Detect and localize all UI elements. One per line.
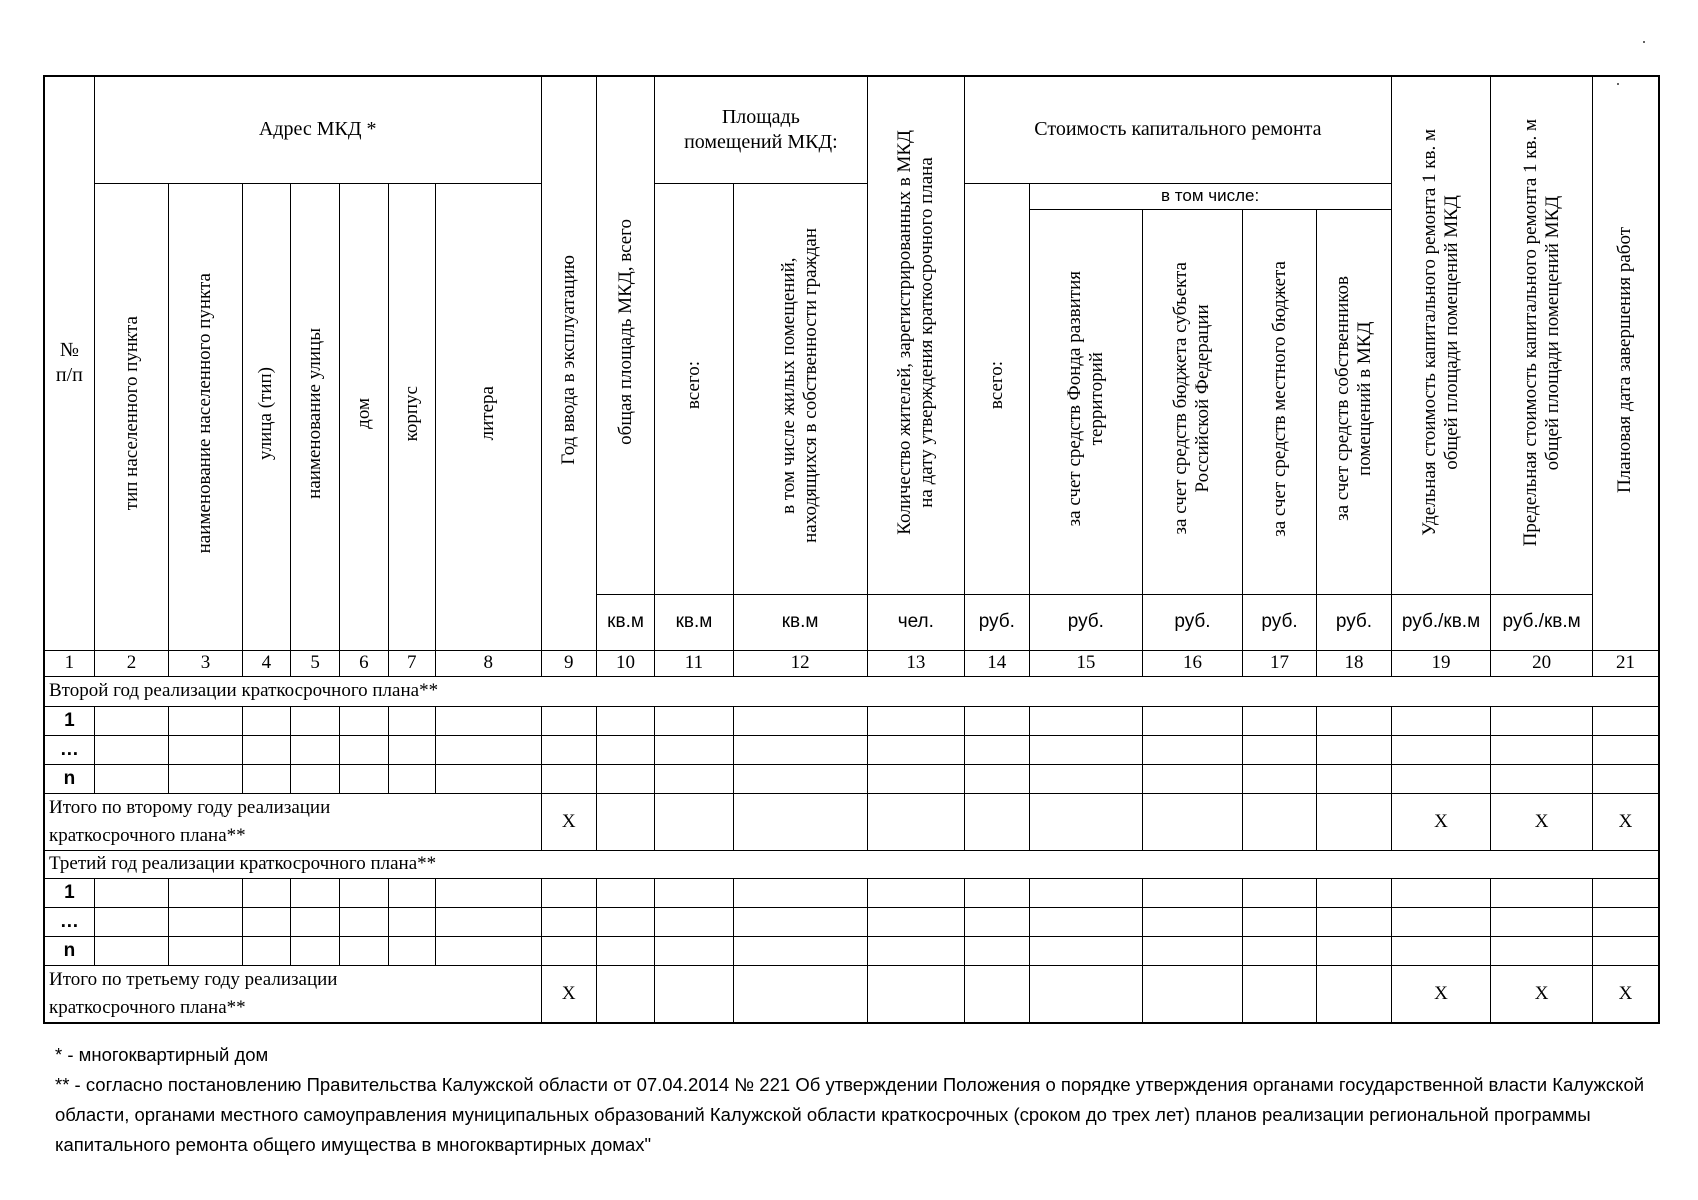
data-cell[interactable] bbox=[1143, 793, 1243, 850]
data-cell[interactable] bbox=[1143, 735, 1243, 764]
incl-group-header: в том числе: bbox=[1029, 183, 1391, 209]
data-cell[interactable] bbox=[169, 878, 242, 907]
col-number: 15 bbox=[1029, 650, 1143, 676]
data-cell[interactable] bbox=[655, 706, 733, 735]
data-cell[interactable] bbox=[242, 735, 290, 764]
address-col-header bbox=[388, 183, 435, 650]
data-cell[interactable] bbox=[1491, 735, 1593, 764]
data-cell[interactable] bbox=[1029, 764, 1143, 793]
address-group-header bbox=[94, 76, 541, 183]
row-number: … bbox=[44, 907, 94, 936]
data-cell[interactable] bbox=[596, 764, 654, 793]
total-label: Итого по второму году реализации краткосрочного плана** bbox=[44, 793, 541, 850]
data-cell[interactable] bbox=[1029, 706, 1143, 735]
col-number: 14 bbox=[965, 650, 1029, 676]
data-cell[interactable] bbox=[541, 706, 596, 735]
data-cell[interactable] bbox=[1317, 965, 1391, 1023]
data-cell[interactable] bbox=[655, 878, 733, 907]
data-cell[interactable] bbox=[388, 764, 435, 793]
premises-all-header bbox=[655, 183, 733, 594]
data-cell[interactable] bbox=[867, 735, 965, 764]
data-cell[interactable] bbox=[169, 936, 242, 965]
data-cell[interactable] bbox=[1391, 936, 1491, 965]
data-cell[interactable] bbox=[1143, 706, 1243, 735]
data-cell[interactable] bbox=[1317, 706, 1391, 735]
year-label: Год ввода в эксплуатацию bbox=[557, 255, 579, 466]
unit-cell: руб. bbox=[1029, 594, 1143, 650]
data-cell[interactable] bbox=[965, 706, 1029, 735]
data-cell[interactable] bbox=[1592, 764, 1659, 793]
unit-cell: кв.м bbox=[596, 594, 654, 650]
data-cell[interactable] bbox=[733, 735, 867, 764]
section-title: Третий год реализации краткосрочного плана** bbox=[44, 850, 1659, 878]
data-cell[interactable] bbox=[1242, 706, 1316, 735]
footnote-star: * - многоквартирный дом bbox=[55, 1044, 269, 1065]
data-cell[interactable] bbox=[94, 878, 168, 907]
col-number: 11 bbox=[655, 650, 733, 676]
col-number: 10 bbox=[596, 650, 654, 676]
address-group-label: Адрес МКД * bbox=[258, 118, 377, 141]
unit-cell: руб. bbox=[1143, 594, 1243, 650]
data-cell[interactable] bbox=[94, 936, 168, 965]
data-cell[interactable] bbox=[1143, 878, 1243, 907]
data-cell[interactable] bbox=[965, 793, 1029, 850]
data-cell[interactable] bbox=[1242, 936, 1316, 965]
premises-citizens-label: в том числе жилых помещений, находящихся в собственности граждан bbox=[778, 228, 822, 543]
col-number: 7 bbox=[388, 650, 435, 676]
data-cell[interactable] bbox=[1029, 965, 1143, 1023]
table-row bbox=[44, 907, 1659, 936]
address-col-header bbox=[435, 183, 541, 650]
data-cell[interactable] bbox=[290, 764, 339, 793]
col-number: 18 bbox=[1317, 650, 1391, 676]
address-col-label: тип населенного пункта bbox=[120, 316, 142, 511]
incl-col-label: за счет средств Фонда развития территорий bbox=[1063, 270, 1107, 527]
premises-citizens-header bbox=[733, 183, 867, 594]
col-number: 19 bbox=[1391, 650, 1491, 676]
data-cell[interactable] bbox=[435, 907, 541, 936]
data-cell[interactable] bbox=[1391, 706, 1491, 735]
data-cell[interactable] bbox=[1242, 965, 1316, 1023]
data-cell[interactable] bbox=[388, 936, 435, 965]
residents-label: Количество жителей, зарегистрированных в МКД на дату утверждения краткосрочного плана bbox=[893, 129, 937, 535]
data-cell[interactable] bbox=[290, 735, 339, 764]
data-cell[interactable] bbox=[541, 936, 596, 965]
data-cell[interactable] bbox=[596, 936, 654, 965]
address-col-label: корпус bbox=[400, 385, 422, 442]
data-cell[interactable] bbox=[340, 706, 388, 735]
data-cell[interactable] bbox=[596, 793, 654, 850]
col-number: 3 bbox=[169, 650, 242, 676]
data-cell[interactable] bbox=[94, 764, 168, 793]
data-cell[interactable] bbox=[733, 878, 867, 907]
data-cell[interactable] bbox=[541, 764, 596, 793]
data-cell[interactable] bbox=[596, 907, 654, 936]
incl-col-header bbox=[1317, 209, 1391, 594]
data-cell[interactable] bbox=[1491, 936, 1593, 965]
data-cell[interactable] bbox=[1143, 936, 1243, 965]
row-number: n bbox=[44, 764, 94, 793]
data-cell[interactable] bbox=[340, 764, 388, 793]
col-number: 9 bbox=[541, 650, 596, 676]
data-cell[interactable] bbox=[94, 907, 168, 936]
unit-cost-header bbox=[1391, 76, 1491, 594]
data-cell[interactable] bbox=[596, 735, 654, 764]
address-col-header bbox=[169, 183, 242, 650]
address-col-header bbox=[290, 183, 339, 650]
data-cell[interactable] bbox=[1317, 793, 1391, 850]
data-cell[interactable] bbox=[1391, 764, 1491, 793]
data-cell[interactable] bbox=[1029, 735, 1143, 764]
data-cell[interactable] bbox=[435, 878, 541, 907]
data-cell[interactable] bbox=[596, 878, 654, 907]
row-number: 1 bbox=[44, 706, 94, 735]
address-col-label: наименование улицы bbox=[304, 328, 326, 499]
unit-cell: руб./кв.м bbox=[1491, 594, 1593, 650]
data-cell[interactable] bbox=[655, 735, 733, 764]
x-mark: Х bbox=[1592, 965, 1659, 1023]
data-cell[interactable] bbox=[1592, 878, 1659, 907]
data-cell[interactable] bbox=[655, 907, 733, 936]
table-row bbox=[44, 878, 1659, 907]
col-no-header bbox=[44, 76, 94, 650]
section-row bbox=[44, 676, 1659, 706]
data-cell[interactable] bbox=[242, 936, 290, 965]
x-mark: Х bbox=[1491, 793, 1593, 850]
premises-group-header bbox=[655, 76, 867, 183]
data-cell[interactable] bbox=[1592, 706, 1659, 735]
address-col-label: наименование населенного пункта bbox=[194, 273, 216, 554]
data-cell[interactable] bbox=[1242, 793, 1316, 850]
col-number: 2 bbox=[94, 650, 168, 676]
data-cell[interactable] bbox=[290, 706, 339, 735]
data-cell[interactable] bbox=[435, 706, 541, 735]
data-cell[interactable] bbox=[1592, 735, 1659, 764]
data-cell[interactable] bbox=[655, 965, 733, 1023]
cost-all-header bbox=[965, 183, 1029, 594]
data-cell[interactable] bbox=[94, 735, 168, 764]
data-cell[interactable] bbox=[1029, 907, 1143, 936]
data-cell[interactable] bbox=[596, 965, 654, 1023]
data-cell[interactable] bbox=[867, 907, 965, 936]
data-cell[interactable] bbox=[435, 936, 541, 965]
data-cell[interactable] bbox=[541, 735, 596, 764]
data-cell[interactable] bbox=[1143, 764, 1243, 793]
data-cell[interactable] bbox=[1143, 965, 1243, 1023]
data-cell[interactable] bbox=[733, 793, 867, 850]
incl-col-label: за счет средств бюджета субъекта Российской Федерации bbox=[1170, 262, 1214, 535]
x-mark: Х bbox=[541, 965, 596, 1023]
data-cell[interactable] bbox=[596, 706, 654, 735]
data-cell[interactable] bbox=[655, 793, 733, 850]
data-cell[interactable] bbox=[1029, 936, 1143, 965]
cost-group-label: Стоимость капитального ремонта bbox=[1034, 118, 1322, 141]
data-cell[interactable] bbox=[1592, 936, 1659, 965]
data-cell[interactable] bbox=[867, 965, 965, 1023]
address-col-label: литера bbox=[477, 386, 499, 441]
data-cell[interactable] bbox=[965, 764, 1029, 793]
col-number: 5 bbox=[290, 650, 339, 676]
unit-cell: кв.м bbox=[655, 594, 733, 650]
data-cell[interactable] bbox=[965, 965, 1029, 1023]
section-row bbox=[44, 850, 1659, 878]
data-cell[interactable] bbox=[290, 878, 339, 907]
data-cell[interactable] bbox=[388, 907, 435, 936]
data-cell[interactable] bbox=[1242, 878, 1316, 907]
premises-all-label: всего: bbox=[682, 361, 704, 410]
data-cell[interactable] bbox=[169, 764, 242, 793]
cost-all-label: всего: bbox=[985, 361, 1007, 410]
data-cell[interactable] bbox=[388, 706, 435, 735]
data-cell[interactable] bbox=[242, 907, 290, 936]
data-cell[interactable] bbox=[733, 936, 867, 965]
data-cell[interactable] bbox=[340, 735, 388, 764]
row-number: … bbox=[44, 735, 94, 764]
col-number: 13 bbox=[867, 650, 965, 676]
incl-col-label: за счет средств местного бюджета bbox=[1268, 260, 1290, 537]
data-cell[interactable] bbox=[867, 706, 965, 735]
data-cell[interactable] bbox=[867, 878, 965, 907]
incl-col-label: за счет средств собственников помещений в МКД bbox=[1331, 276, 1375, 521]
table-row bbox=[44, 706, 1659, 735]
data-cell[interactable] bbox=[733, 764, 867, 793]
data-cell[interactable] bbox=[94, 706, 168, 735]
data-cell[interactable] bbox=[435, 735, 541, 764]
total-row bbox=[44, 793, 1659, 850]
data-cell[interactable] bbox=[435, 764, 541, 793]
col-no-label: № п/п bbox=[55, 339, 83, 387]
column-numbers-row bbox=[44, 650, 1659, 676]
col-number: 21 bbox=[1592, 650, 1659, 676]
unit-cell: кв.м bbox=[733, 594, 867, 650]
unit-cell: руб. bbox=[1242, 594, 1316, 650]
data-cell[interactable] bbox=[169, 907, 242, 936]
col-number: 12 bbox=[733, 650, 867, 676]
col-number: 4 bbox=[242, 650, 290, 676]
data-cell[interactable] bbox=[388, 878, 435, 907]
data-cell[interactable] bbox=[1242, 764, 1316, 793]
data-cell[interactable] bbox=[733, 965, 867, 1023]
data-cell[interactable] bbox=[1029, 793, 1143, 850]
data-cell[interactable] bbox=[867, 936, 965, 965]
address-col-header bbox=[94, 183, 168, 650]
data-cell[interactable] bbox=[1029, 878, 1143, 907]
data-cell[interactable] bbox=[733, 706, 867, 735]
data-cell[interactable] bbox=[965, 907, 1029, 936]
address-col-header bbox=[242, 183, 290, 650]
data-cell[interactable] bbox=[965, 936, 1029, 965]
data-cell[interactable] bbox=[1592, 907, 1659, 936]
col-number: 6 bbox=[340, 650, 388, 676]
footnote-double-star: ** - согласно постановлению Правительства Калужской области от 07.04.2014 № 221 Об утверждении Положения о порядке утверждения органами государственной власти Калужской области, органами местного самоуправления муниципальных образований Калужской области краткосрочных (сроком до трех лет) планов реализации региональной программы капитального ремонта общего имущества в многоквартирных домах" bbox=[55, 1074, 1645, 1155]
x-mark: Х bbox=[541, 793, 596, 850]
data-cell[interactable] bbox=[1317, 878, 1391, 907]
header-row bbox=[44, 76, 1659, 183]
premises-group-label: Площадь помещений МКД: bbox=[684, 105, 838, 153]
data-cell[interactable] bbox=[1491, 764, 1593, 793]
unit-cell: руб. bbox=[1317, 594, 1391, 650]
total-area-header bbox=[596, 76, 654, 594]
data-cell[interactable] bbox=[1317, 936, 1391, 965]
row-number: 1 bbox=[44, 878, 94, 907]
x-mark: Х bbox=[1391, 793, 1491, 850]
short-term-plan-table bbox=[43, 75, 1660, 1024]
col-number: 1 bbox=[44, 650, 94, 676]
max-cost-label: Предельная стоимость капитального ремонта 1 кв. м общей площади помещений МКД bbox=[1519, 118, 1563, 546]
col-number: 17 bbox=[1242, 650, 1316, 676]
address-col-header bbox=[340, 183, 388, 650]
col-number: 20 bbox=[1491, 650, 1593, 676]
x-mark: Х bbox=[1491, 965, 1593, 1023]
year-header bbox=[541, 76, 596, 650]
total-area-label: общая площадь МКД, всего bbox=[614, 219, 636, 446]
data-cell[interactable] bbox=[1491, 907, 1593, 936]
residents-header bbox=[867, 76, 965, 594]
x-mark: Х bbox=[1391, 965, 1491, 1023]
row-number: n bbox=[44, 936, 94, 965]
data-cell[interactable] bbox=[1391, 907, 1491, 936]
data-cell[interactable] bbox=[242, 706, 290, 735]
address-col-label: улица (тип) bbox=[255, 367, 277, 460]
max-cost-header bbox=[1491, 76, 1593, 594]
unit-cell: руб./кв.м bbox=[1391, 594, 1491, 650]
data-cell[interactable] bbox=[655, 764, 733, 793]
data-cell[interactable] bbox=[1317, 907, 1391, 936]
scan-speck bbox=[1643, 41, 1645, 43]
data-cell[interactable] bbox=[1242, 907, 1316, 936]
data-cell[interactable] bbox=[242, 878, 290, 907]
table-row bbox=[44, 764, 1659, 793]
planned-date-label: Плановая дата завершения работ bbox=[1614, 227, 1636, 494]
data-cell[interactable] bbox=[1317, 764, 1391, 793]
address-col-label: дом bbox=[352, 398, 374, 429]
data-cell[interactable] bbox=[965, 878, 1029, 907]
total-row bbox=[44, 965, 1659, 1023]
data-cell[interactable] bbox=[242, 764, 290, 793]
data-cell[interactable] bbox=[1242, 735, 1316, 764]
incl-col-header bbox=[1143, 209, 1243, 594]
table-row bbox=[44, 936, 1659, 965]
data-cell[interactable] bbox=[867, 793, 965, 850]
col-number: 16 bbox=[1143, 650, 1243, 676]
planned-date-header bbox=[1592, 76, 1659, 650]
x-mark: Х bbox=[1592, 793, 1659, 850]
data-cell[interactable] bbox=[388, 735, 435, 764]
data-cell[interactable] bbox=[169, 706, 242, 735]
data-cell[interactable] bbox=[733, 907, 867, 936]
data-cell[interactable] bbox=[1391, 735, 1491, 764]
data-cell[interactable] bbox=[1491, 878, 1593, 907]
data-cell[interactable] bbox=[1143, 907, 1243, 936]
data-cell[interactable] bbox=[340, 936, 388, 965]
col-number: 8 bbox=[435, 650, 541, 676]
data-cell[interactable] bbox=[1491, 706, 1593, 735]
cost-group-header bbox=[965, 76, 1392, 183]
total-label: Итого по третьему году реализации краткосрочного плана** bbox=[44, 965, 541, 1023]
data-cell[interactable] bbox=[290, 907, 339, 936]
table-row bbox=[44, 735, 1659, 764]
data-cell[interactable] bbox=[867, 764, 965, 793]
data-cell[interactable] bbox=[655, 936, 733, 965]
incl-col-header bbox=[1242, 209, 1316, 594]
data-cell[interactable] bbox=[1317, 735, 1391, 764]
unit-cell: руб. bbox=[965, 594, 1029, 650]
data-cell[interactable] bbox=[1391, 878, 1491, 907]
data-cell[interactable] bbox=[169, 735, 242, 764]
unit-cell: чел. bbox=[867, 594, 965, 650]
data-cell[interactable] bbox=[965, 735, 1029, 764]
unit-cost-label: Удельная стоимость капитального ремонта 1 кв. м общей площади помещений МКД bbox=[1419, 128, 1463, 536]
data-cell[interactable] bbox=[541, 878, 596, 907]
data-cell[interactable] bbox=[340, 907, 388, 936]
incl-col-header bbox=[1029, 209, 1143, 594]
data-cell[interactable] bbox=[290, 936, 339, 965]
section-title: Второй год реализации краткосрочного плана** bbox=[44, 676, 1659, 706]
data-cell[interactable] bbox=[340, 878, 388, 907]
data-cell[interactable] bbox=[541, 907, 596, 936]
